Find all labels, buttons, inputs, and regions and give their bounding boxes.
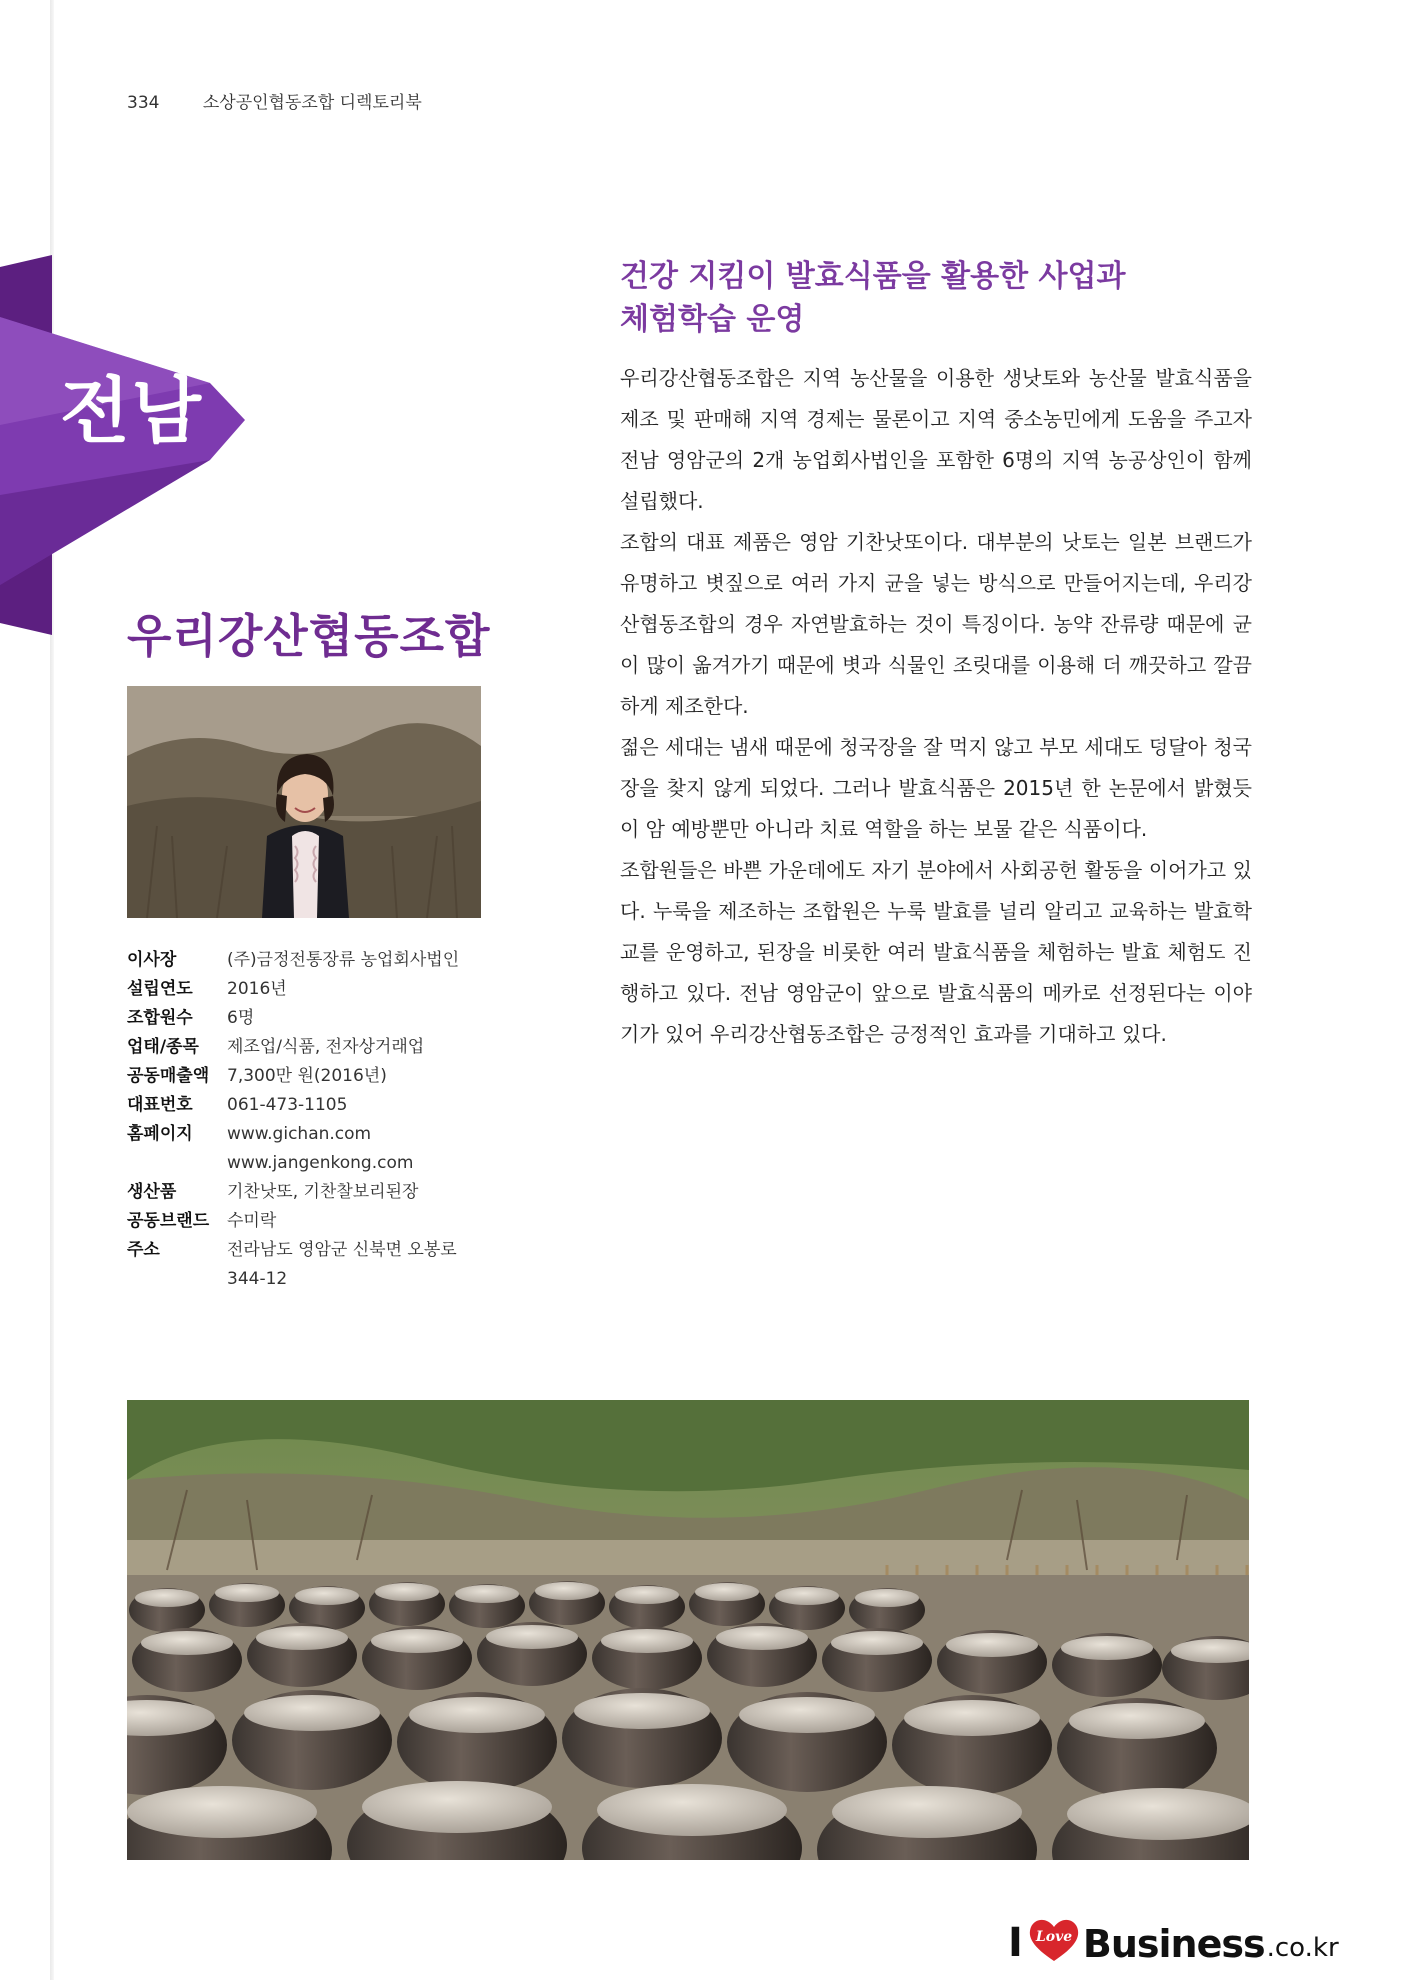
chairperson-photo [127, 686, 481, 918]
info-row [127, 1149, 459, 1178]
info-label [127, 1265, 227, 1294]
info-row [127, 1120, 459, 1149]
info-label: 공동브랜드 [127, 1211, 210, 1231]
logo-love: Love [1035, 1929, 1073, 1945]
headline-line: 체험학습 운영 [620, 302, 805, 337]
info-row [127, 1004, 459, 1033]
website-link[interactable]: www.jangenkong.com [227, 1153, 414, 1173]
info-value: 전라남도 영암군 신북면 오봉로 [227, 1240, 457, 1260]
info-label: 공동매출액 [127, 1066, 210, 1086]
paragraph: 우리강산협동조합은 지역 농산물을 이용한 생낫토와 농산물 발효식품을 제조 및 판매해 지역 경제는 물론이고 지역 중소농민에게 도움을 주고자 전남 영암군의 2개 농업회사법인을 포함한 6명의 지역 농공상인이 함께 설립했다. [620, 366, 1252, 513]
paragraph: 조합의 대표 제품은 영암 기찬낫또이다. 대부분의 낫토는 일본 브랜드가 유명하고 볏짚으로 여러 가지 균을 넣는 방식으로 만들어지는데, 우리강산협동조합의 경우 자연발효하는 것이 특징이다. 농약 잔류량 때문에 균이 많이 옮겨가기 때문에 볏과 식물인 조릿대를 이용해 더 깨끗하고 깔끔하게 제조한다. [620, 530, 1252, 718]
heart-icon [1027, 1915, 1081, 1963]
info-value: 기찬낫또, 기찬찰보리된장 [227, 1182, 419, 1202]
info-row [127, 1091, 459, 1120]
paragraph: 젊은 세대는 냄새 때문에 청국장을 잘 먹지 않고 부모 세대도 덩달아 청국장을 찾지 않게 되었다. 그러나 발효식품은 2015년 한 논문에서 밝혔듯이 암 예방뿐만 아니라 치료 역할을 하는 보물 같은 식품이다. [620, 735, 1252, 841]
onggi-jars-photo [127, 1400, 1249, 1860]
info-label: 생산품 [127, 1182, 177, 1202]
info-value: 7,300만 원(2016년) [227, 1066, 387, 1086]
info-label: 이사장 [127, 950, 177, 970]
info-row [127, 1178, 459, 1207]
info-row [127, 1265, 459, 1294]
info-row [127, 975, 459, 1004]
info-label: 주소 [127, 1240, 160, 1260]
info-row [127, 946, 459, 975]
info-row [127, 1207, 459, 1236]
ilovebusiness-logo[interactable] [1008, 1915, 1339, 1966]
logo-business: Business [1082, 1922, 1265, 1966]
info-label: 홈페이지 [127, 1124, 193, 1144]
coop-info-table [127, 946, 459, 1294]
region-label: 전남 [60, 369, 204, 453]
info-label: 설립연도 [127, 979, 193, 999]
info-row [127, 1236, 459, 1265]
headline-line: 건강 지킴이 발효식품을 활용한 사업과 [620, 259, 1126, 294]
info-value: 344-12 [227, 1269, 288, 1289]
info-value: 2016년 [227, 979, 287, 999]
info-value: 수미락 [227, 1211, 277, 1231]
info-label: 조합원수 [127, 1008, 193, 1028]
page-number: 334 [127, 93, 160, 113]
info-value: (주)금정전통장류 농업회사법인 [227, 950, 460, 970]
article-headline [620, 255, 1260, 341]
logo-tld: .co.kr [1266, 1933, 1339, 1963]
website-link[interactable]: www.gichan.com [227, 1124, 372, 1144]
info-label [127, 1149, 227, 1178]
info-row [127, 1033, 459, 1062]
info-row [127, 1062, 459, 1091]
article-body [620, 358, 1252, 1055]
book-title: 소상공인협동조합 디렉토리북 [202, 93, 422, 113]
info-label: 대표번호 [127, 1095, 193, 1115]
info-value: 6명 [227, 1008, 255, 1028]
running-header [127, 88, 422, 113]
info-value: 061-473-1105 [227, 1095, 348, 1115]
coop-name: 우리강산협동조합 [127, 609, 491, 663]
paragraph: 조합원들은 바쁜 가운데에도 자기 분야에서 사회공헌 활동을 이어가고 있다. 누룩을 제조하는 조합원은 누룩 발효를 널리 알리고 교육하는 발효학교를 운영하고, 된장을 비롯한 여러 발효식품을 체험하는 발효 체험도 진행하고 있다. 전남 영암군이 앞으로 발효식품의 메카로 선정된다는 이야기가 있어 우리강산협동조합은 긍정적인 효과를 기대하고 있다. [620, 858, 1252, 1046]
info-value: 제조업/식품, 전자상거래업 [227, 1037, 425, 1057]
info-label: 업태/종목 [127, 1037, 199, 1057]
logo-i: I [1008, 1920, 1023, 1966]
